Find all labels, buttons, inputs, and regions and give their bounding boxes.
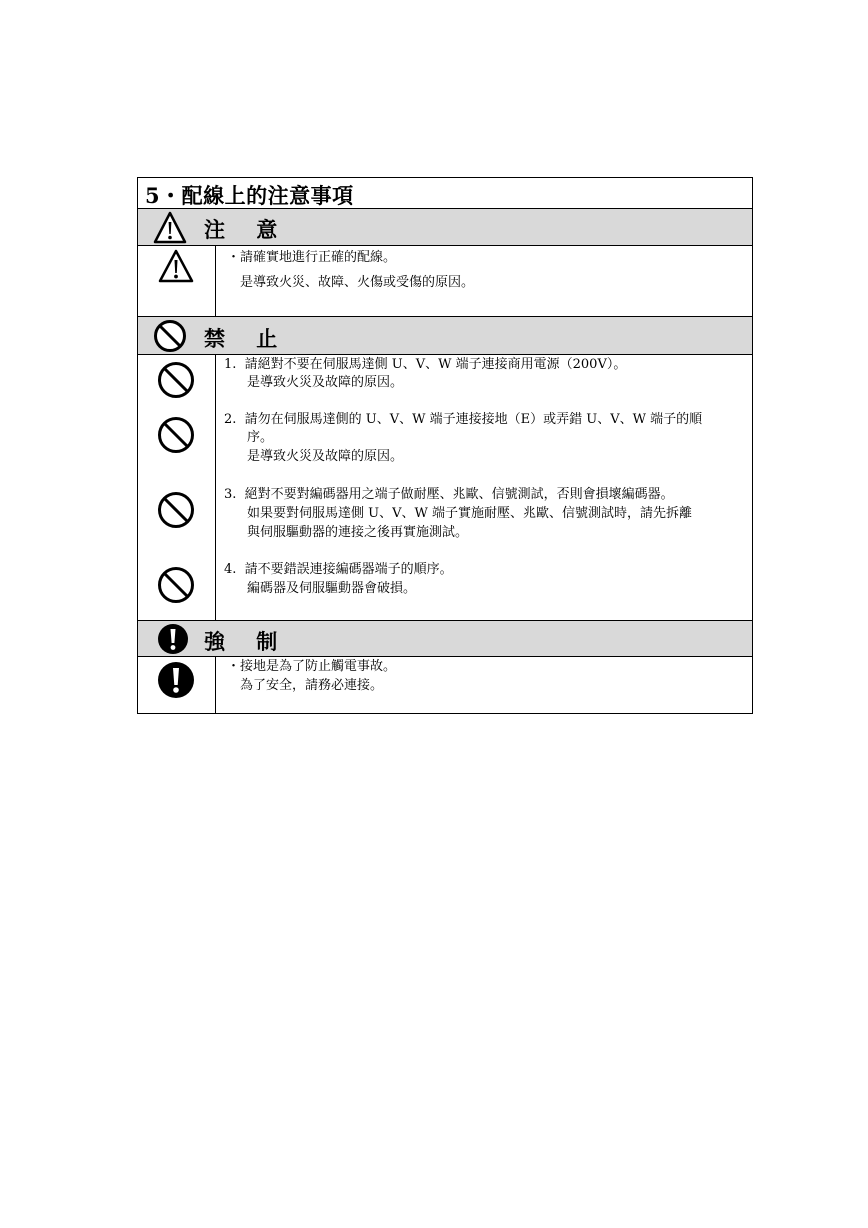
prohibited-item-2-line-3: 是導致火災及故障的原因。 [247, 449, 404, 464]
prohibited-item-4-line-1: 4. 請不要錯誤連接編碼器端子的順序。 [224, 562, 453, 577]
section-title: 5・配線上的注意事項 [145, 183, 354, 208]
warning-triangle-icon [153, 211, 187, 248]
prohibited-item-2-line-1: 2. 請勿在伺服馬達側的 U、V、W 端子連接接地（E）或弄錯 U、V、W 端子的順 [224, 412, 703, 427]
column-divider [215, 355, 216, 620]
mandatory-line-2: 為了安全，請務必連接。 [240, 678, 384, 693]
prohibition-icon [157, 416, 195, 458]
mandatory-exclamation-icon [157, 661, 195, 703]
mandatory-exclamation-icon [157, 623, 189, 659]
warning-triangle-icon [158, 249, 194, 287]
prohibited-heading: 禁 止 [204, 326, 290, 351]
prohibited-item-4-line-2: 編碼器及伺服驅動器會破損。 [247, 581, 417, 596]
caution-header [138, 209, 752, 246]
caution-line-1: ・請確實地進行正確的配線。 [227, 250, 397, 265]
column-divider [215, 246, 216, 316]
prohibited-header [138, 317, 752, 355]
prohibition-icon [157, 491, 195, 533]
prohibited-item-3-line-1: 3. 絕對不要對編碼器用之端子做耐壓、兆歐、信號測試，否則會損壞編碼器。 [224, 487, 674, 502]
mandatory-body [138, 657, 752, 714]
prohibition-icon [153, 319, 187, 357]
prohibited-item-2-line-2: 序。 [247, 430, 274, 445]
prohibited-item-3-line-3: 與伺服驅動器的連接之後再實施測試。 [247, 525, 469, 540]
caution-body [138, 246, 752, 317]
mandatory-header [138, 621, 752, 657]
prohibited-item-1-line-2: 是導致火災及故障的原因。 [247, 375, 404, 390]
column-divider [215, 657, 216, 714]
wiring-precautions-table [137, 177, 753, 714]
caution-heading: 注 意 [204, 217, 290, 242]
prohibition-icon [157, 361, 195, 403]
section-title-row [138, 178, 752, 209]
prohibited-body [138, 355, 752, 621]
caution-line-2: 是導致火災、故障、火傷或受傷的原因。 [240, 275, 475, 290]
prohibition-icon [157, 566, 195, 608]
mandatory-heading: 強 制 [204, 629, 290, 654]
prohibited-item-1-line-1: 1. 請絕對不要在伺服馬達側 U、V、W 端子連接商用電源（200V）。 [224, 357, 627, 372]
mandatory-line-1: ・接地是為了防止觸電事故。 [227, 659, 397, 674]
prohibited-item-3-line-2: 如果要對伺服馬達側 U、V、W 端子實施耐壓、兆歐、信號測試時，請先拆離 [247, 506, 692, 521]
